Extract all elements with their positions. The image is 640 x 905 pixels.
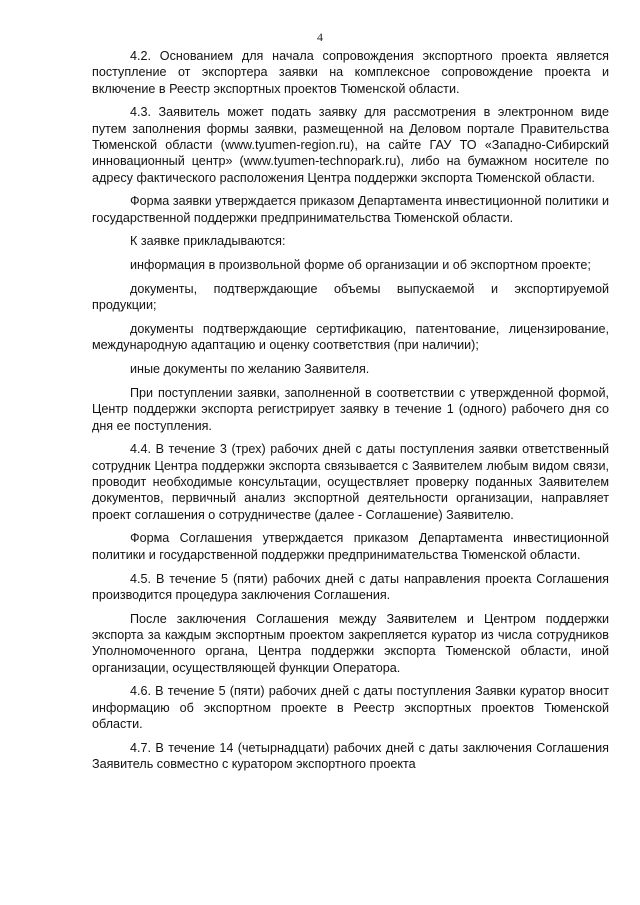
paragraph-registration: При поступлении заявки, заполненной в соответствии с утвержденной формой, Центр поддержки экспорта регистрирует заявку в течение 1 (одного) рабочего дня со дня ее поступления. <box>92 386 609 433</box>
document-body <box>92 48 609 780</box>
paragraph-attachments-intro: К заявке прикладываются: <box>130 234 286 249</box>
paragraph-4-6: 4.6. В течение 5 (пяти) рабочих дней с даты поступления Заявки куратор вносит информацию об экспортном проекте в Реестр экспортных проектов Тюменской области. <box>92 684 609 731</box>
paragraph-4-5: 4.5. В течение 5 (пяти) рабочих дней с даты направления проекта Соглашения производится процедура заключения Соглашения. <box>92 571 609 602</box>
paragraph-agreement-form: Форма Соглашения утверждается приказом Департамента инвестиционной политики и государственной поддержки предпринимательства Тюменской области. <box>92 531 609 562</box>
paragraph-4-4: 4.4. В течение 3 (трех) рабочих дней с даты поступления заявки ответственный сотрудник Центра поддержки экспорта связывается с Заявителем любым видом связи, проводит необходимые консультации, осуществляет проверку поданных Заявителем документов, первичный анализ экспортной деятельности организации, направляет проект соглашения о сотрудничестве (далее - Соглашение) Заявителю. <box>92 442 609 522</box>
page-number: 4 <box>317 30 323 44</box>
list-item-production-volume-docs: документы, подтверждающие объемы выпускаемой и экспортируемой продукции; <box>92 282 609 313</box>
list-item-organization-info: информация в произвольной форме об организации и об экспортном проекте; <box>130 258 591 273</box>
paragraph-curator: После заключения Соглашения между Заявителем и Центром поддержки экспорта за каждым экспортным проектом закрепляется куратор из числа сотрудников Уполномоченного органа, Центра поддержки экспорта Тюменской области, иной организации, осуществляющей функции Оператора. <box>92 611 609 675</box>
paragraph-application-form: Форма заявки утверждается приказом Департамента инвестиционной политики и государственной поддержки предпринимательства Тюменской области. <box>92 194 609 225</box>
list-item-certification-docs: документы подтверждающие сертификацию, патентование, лицензирование, международную адаптацию и оценку соответствия (при наличии); <box>92 322 609 353</box>
paragraph-4-2: 4.2. Основанием для начала сопровождения экспортного проекта является поступление от экспортера заявки на комплексное сопровождение проекта и включение в Реестр экспортных проектов Тюменской области. <box>92 49 609 96</box>
paragraph-4-3: 4.3. Заявитель может подать заявку для рассмотрения в электронном виде путем заполнения формы заявки, размещенной на Деловом портале Правительства Тюменской области (www.tyumen-region.ru), на сайте ГАУ ТО «Западно-Сибирский инновационный центр» (www.tyumen-technopark.ru), либо на бумажном носителе по адресу фактического расположения Центра поддержки экспорта Тюменской области. <box>92 105 609 185</box>
list-item-other-docs: иные документы по желанию Заявителя. <box>130 362 370 377</box>
paragraph-4-7: 4.7. В течение 14 (четырнадцати) рабочих дней с даты заключения Соглашения Заявитель совместно с куратором экспортного проекта <box>92 740 609 771</box>
